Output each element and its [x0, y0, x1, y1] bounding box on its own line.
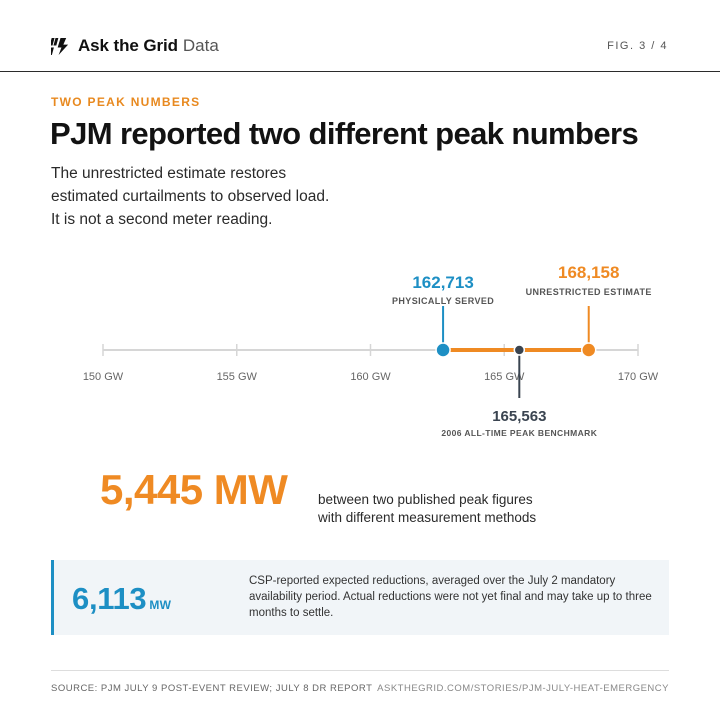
marker-sublabel: 2006 ALL-TIME PEAK BENCHMARK [441, 428, 598, 438]
big-stat-description: between two published peak figures with different measurement methods [318, 492, 537, 525]
figure-label: FIG. 3 / 4 [607, 40, 668, 52]
subtitle-line: The unrestricted estimate restores [51, 165, 287, 182]
page-title: PJM reported two different peak numbers [50, 116, 639, 151]
lightning-bolt-icon [51, 37, 70, 56]
marker-value-label: 165,563 [492, 408, 547, 425]
peak-scale-chart [0, 250, 720, 450]
marker-sublabel: UNRESTRICTED ESTIMATE [525, 287, 652, 297]
marker-value-label: 168,158 [557, 263, 620, 282]
callout-value: 6,113 [72, 581, 147, 616]
scale-tick-label: 155 GW [216, 371, 257, 383]
big-stat-number: 5,445 MW [100, 466, 288, 513]
footer-divider [51, 670, 669, 671]
marker-value-label: 162,713 [412, 273, 474, 292]
callout-number [72, 581, 171, 617]
callout-text: CSP-reported expected reductions, averaged over the July 2 mandatory availability period. Actual reductions were not yet final and may take up to three months to settle. [249, 575, 652, 619]
subtitle-line: It is not a second meter reading. [51, 211, 273, 228]
scale-tick-label: 165 GW [484, 371, 525, 383]
marker-sublabel: PHYSICALLY SERVED [391, 296, 495, 306]
subtitle-line: estimated curtailments to observed load. [51, 188, 330, 205]
callout-box [51, 560, 669, 635]
scale-tick-label: 150 GW [82, 371, 124, 383]
scale-tick-label: 160 GW [350, 371, 391, 383]
brand-sub: Data [182, 36, 219, 55]
marker-dot [514, 345, 524, 355]
brand-name: Ask the Grid [78, 36, 178, 55]
kicker: TWO PEAK NUMBERS [51, 95, 201, 109]
brand[interactable] [51, 36, 219, 56]
marker-dot [436, 343, 450, 357]
callout-unit: MW [149, 598, 172, 612]
footer-link[interactable]: ASKTHEGRID.COM/STORIES/PJM-JULY-HEAT-EMERGENCY [377, 683, 669, 694]
subtitle [51, 162, 329, 231]
marker-dot [582, 343, 596, 357]
footer-source: SOURCE: PJM JULY 9 POST-EVENT REVIEW; JULY 8 DR REPORT [51, 683, 373, 694]
scale-tick-label: 170 GW [617, 371, 659, 383]
header [0, 0, 720, 72]
